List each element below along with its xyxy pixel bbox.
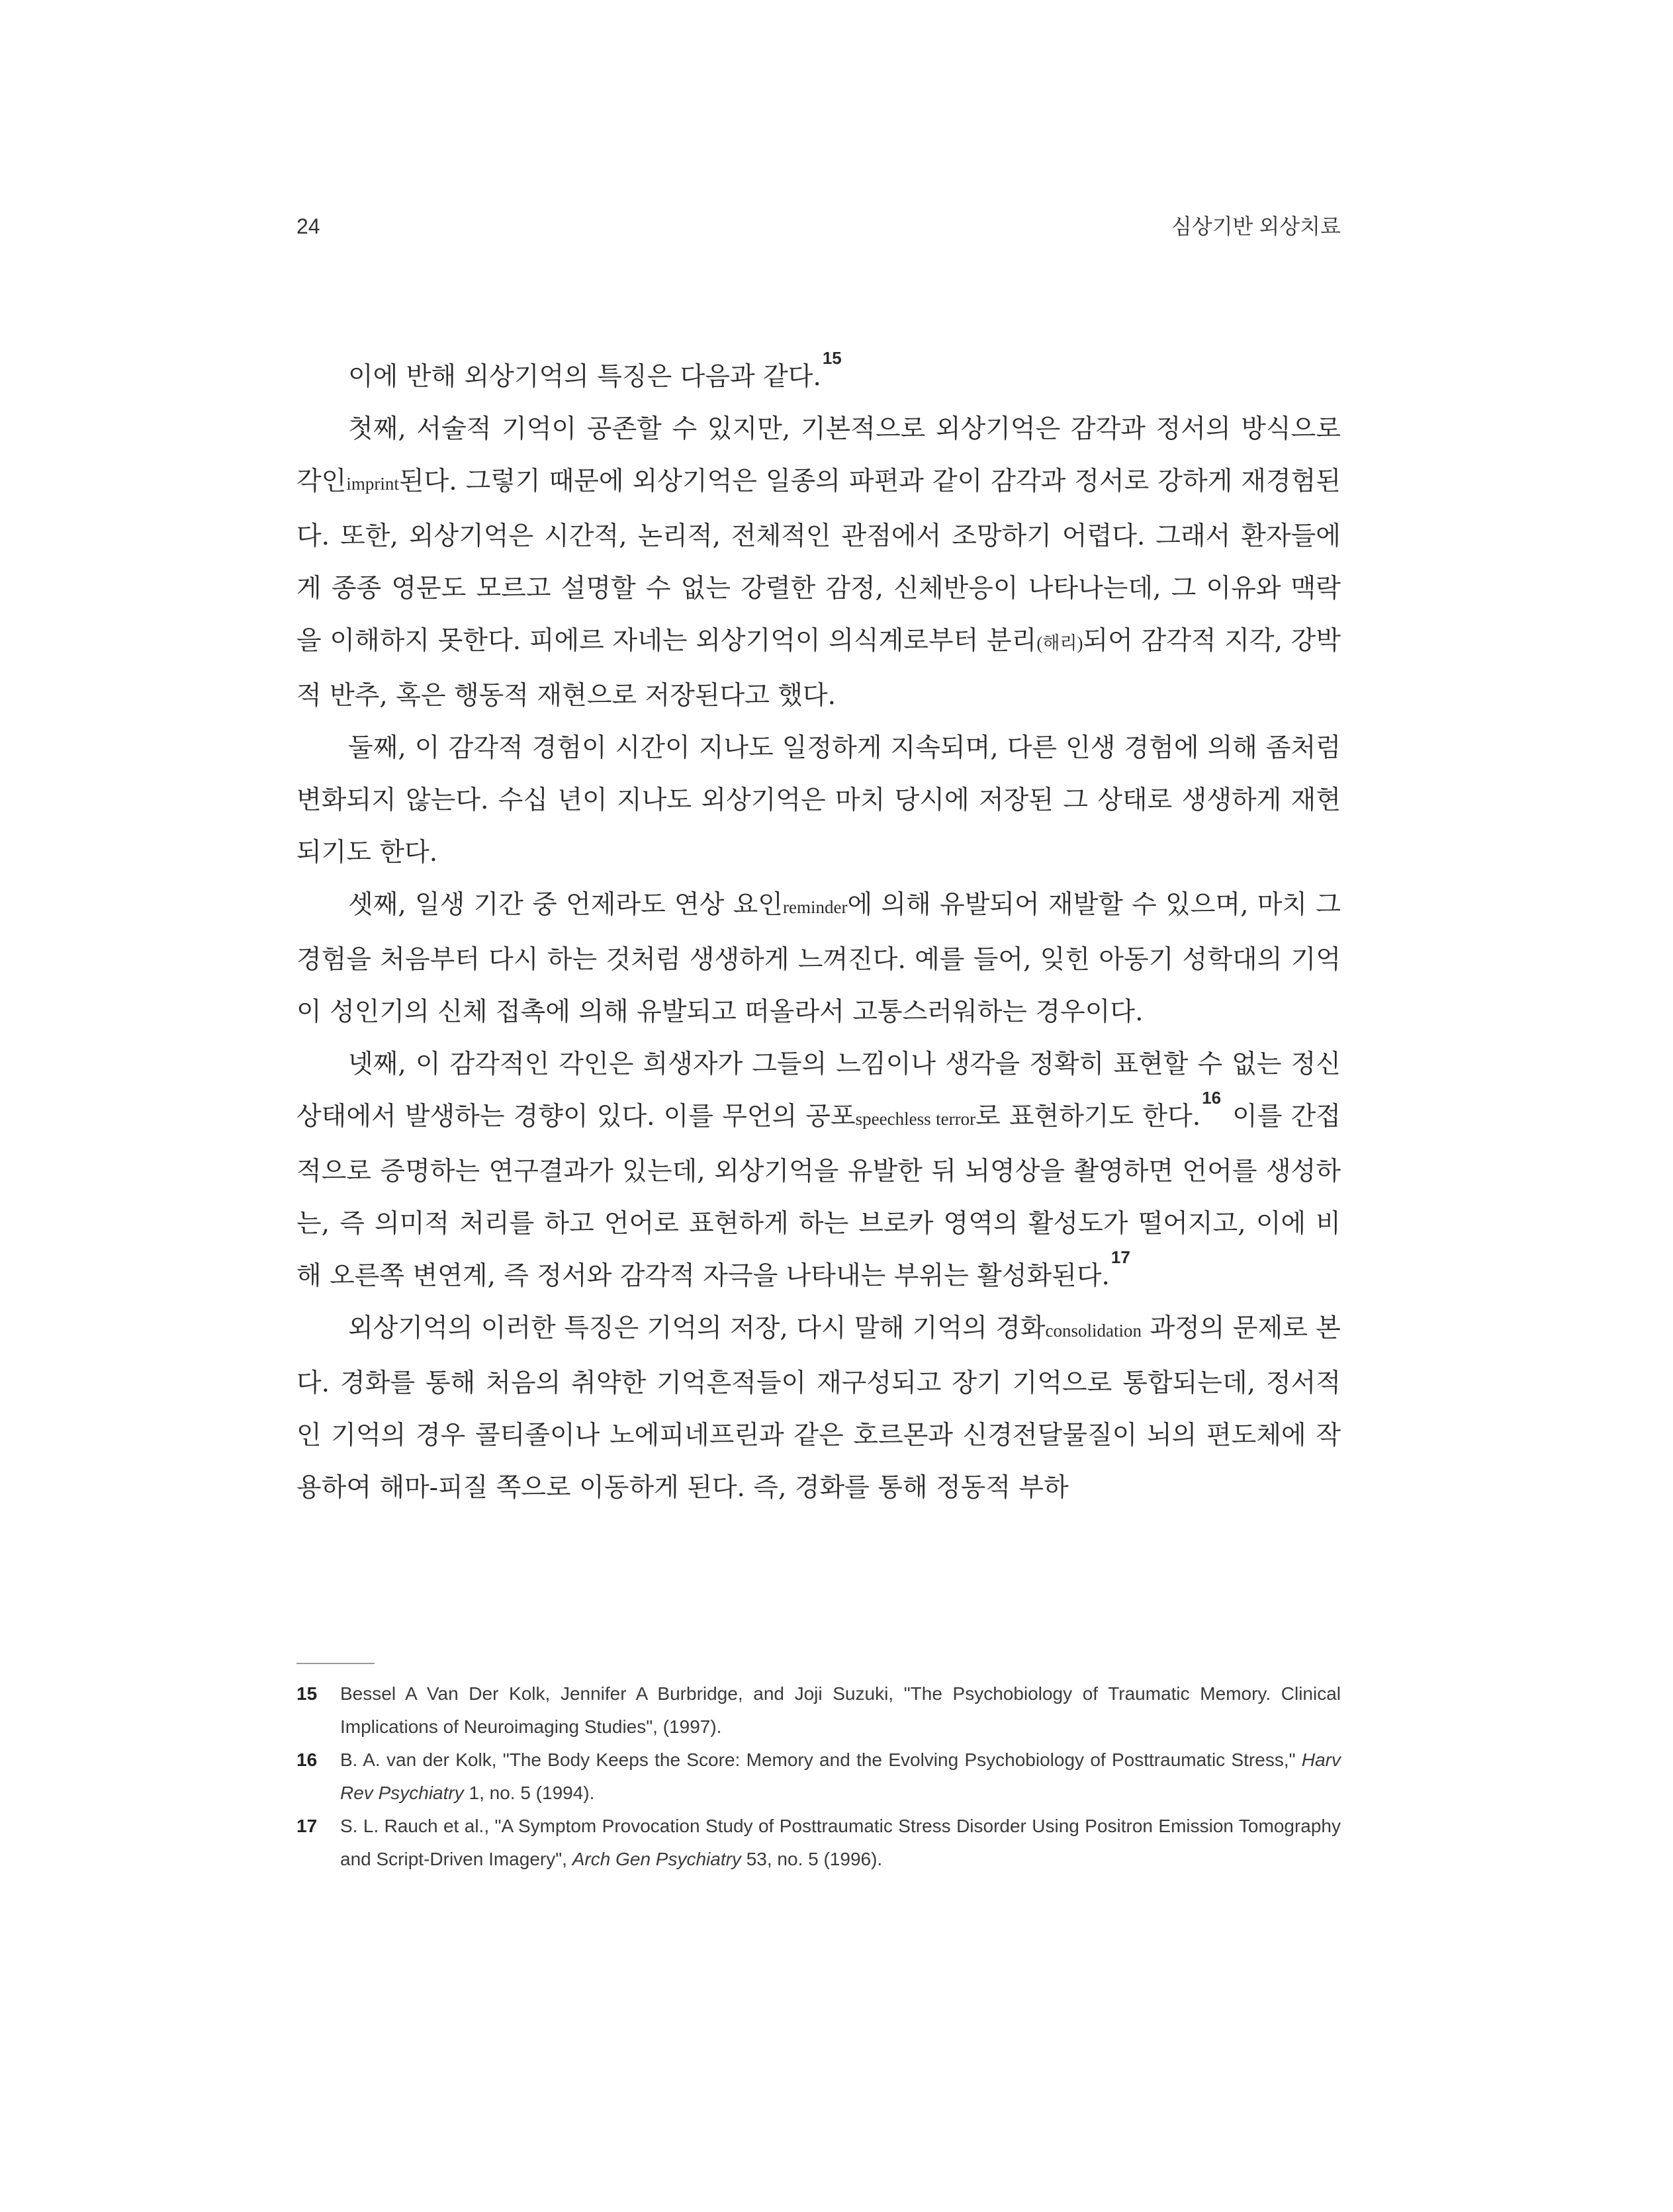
paragraph-third: [296, 879, 1341, 1038]
paragraph-second: [296, 722, 1341, 879]
paragraph-text: 에 의해 유발되어 재발할 수 있으며, 마치 그 경험을 처음부터 다시 하는 것처럼 생생하게 느껴진다. 예를 들어, 잊힌 아동기 성학대의 기억이 성인기의 신체 접촉에 의해 유발되고 떠올라서 고통스러워하는 경우이다.: [296, 890, 1341, 1027]
paragraph-text: 셋째, 일생 기간 중 언제라도 연상 요인: [348, 890, 783, 920]
footnote-number: 15: [296, 1683, 318, 1704]
gloss-term: (해리): [1036, 633, 1083, 653]
footnote-16: [296, 1744, 1341, 1810]
citation-text: Bessel A Van Der Kolk, Jennifer A Burbridge, and Joji Suzuki, "The Psychobiology of Traumatic Memory. Clinical Implications of Neuroimaging Studies", (1997).: [340, 1683, 1341, 1737]
footnote-17: [296, 1810, 1341, 1876]
gloss-term: imprint: [346, 474, 399, 494]
footnote-number: 16: [296, 1749, 318, 1770]
footnote-number: 17: [296, 1816, 318, 1836]
paragraph-intro: [296, 348, 1341, 403]
footnote-ref-17[interactable]: 17: [1110, 1247, 1130, 1267]
journal-title: Arch Gen Psychiatry: [572, 1849, 741, 1869]
paragraph-text: 이에 반해 외상기억의 특징은 다음과 같다.: [348, 362, 821, 392]
paragraph-text: 둘째, 이 감각적 경험이 시간이 지나도 일정하게 지속되며, 다른 인생 경험에 의해 좀처럼 변화되지 않는다. 수십 년이 지나도 외상기억은 마치 당시에 저장된 그 상태로 생생하게 재현되기도 한다.: [296, 733, 1341, 867]
gloss-term: reminder: [782, 897, 848, 917]
paragraph-text: 된다. 그렇기 때문에 외상기억은 일종의 파편과 같이 감각과 정서로 강하게 재경험된다. 또한, 외상기억은 시간적, 논리적, 전체적인 관점에서 조망하기 어렵다. 그래서 환자들에게 종종 영문도 모르고 설명할 수 없는 강렬한 감정, 신체반응이 나타나는데, 그 이유와 맥락을 이해하지 못한다. 피에르 자네는 외상기억이 의식계로부터 분리: [296, 466, 1341, 656]
citation-text: 53, no. 5 (1996).: [741, 1849, 883, 1869]
paragraph-fourth: [296, 1038, 1341, 1302]
paragraph-consolidation: [296, 1302, 1341, 1514]
body-text: [296, 348, 1341, 1514]
paragraph-first: [296, 403, 1341, 722]
footnotes: [296, 1677, 1341, 1876]
gloss-term: speechless terror: [855, 1109, 976, 1129]
running-title: 심상기반 외상치료: [1171, 214, 1341, 238]
footnote-text: [340, 1816, 1341, 1869]
citation-text: S. L. Rauch et al., "A Symptom Provocation Study of Posttraumatic Stress Disorder Using Positron Emission Tomography and Script-Driven Imagery",: [340, 1816, 1341, 1869]
paragraph-text: 되어 감각적 지각, 강박적 반추, 혹은 행동적 재현으로 저장된다고 했다.: [296, 626, 1341, 711]
journal-title: Harv Rev Psychiatry: [340, 1749, 1341, 1803]
footnote-ref-16[interactable]: 16: [1202, 1088, 1222, 1108]
footnote-ref-15[interactable]: 15: [822, 348, 842, 368]
paragraph-text: 첫째, 서술적 기억이 공존할 수 있지만, 기본적으로 외상기억은 감각과 정서의 방식으로 각인: [296, 414, 1341, 496]
paragraph-text: 로 표현하기도 한다.: [975, 1102, 1201, 1131]
footnote-15: [296, 1677, 1341, 1744]
paragraph-text: 이를 간접적으로 증명하는 연구결과가 있는데, 외상기억을 유발한 뒤 뇌영상을 촬영하면 언어를 생성하는, 즉 의미적 처리를 하고 언어로 표현하게 하는 브로카 영역의 활성도가 떨어지고, 이에 비해 오른쪽 변연계, 즉 정서와 감각적 자극을 나타내는 부위는 활성화된다.: [296, 1102, 1341, 1291]
footnote-divider: [296, 1663, 375, 1664]
citation-text: 1, no. 5 (1994).: [463, 1783, 595, 1803]
footnote-text: [340, 1683, 1341, 1737]
paragraph-text: 넷째, 이 감각적인 각인은 희생자가 그들의 느낌이나 생각을 정확히 표현할 수 없는 정신상태에서 발생하는 경향이 있다. 이를 무언의 공포: [296, 1049, 1341, 1131]
citation-text: B. A. van der Kolk, "The Body Keeps the Score: Memory and the Evolving Psychobiology of Posttraumatic Stress,": [340, 1749, 1302, 1770]
paragraph-text: 과정의 문제로 본다. 경화를 통해 처음의 취약한 기억흔적들이 재구성되고 장기 기억으로 통합되는데, 정서적인 기억의 경우 콜티졸이나 노에피네프린과 같은 호르몬과 신경전달물질이 뇌의 편도체에 작용하여 해마-피질 쪽으로 이동하게 된다. 즉, 경화를 통해 정동적 부하: [296, 1313, 1341, 1503]
gloss-term: consolidation: [1045, 1321, 1142, 1341]
paragraph-text: 외상기억의 이러한 특징은 기억의 저장, 다시 말해 기억의 경화: [348, 1313, 1046, 1343]
page-number: 24: [296, 214, 320, 238]
footnote-text: [340, 1749, 1341, 1803]
